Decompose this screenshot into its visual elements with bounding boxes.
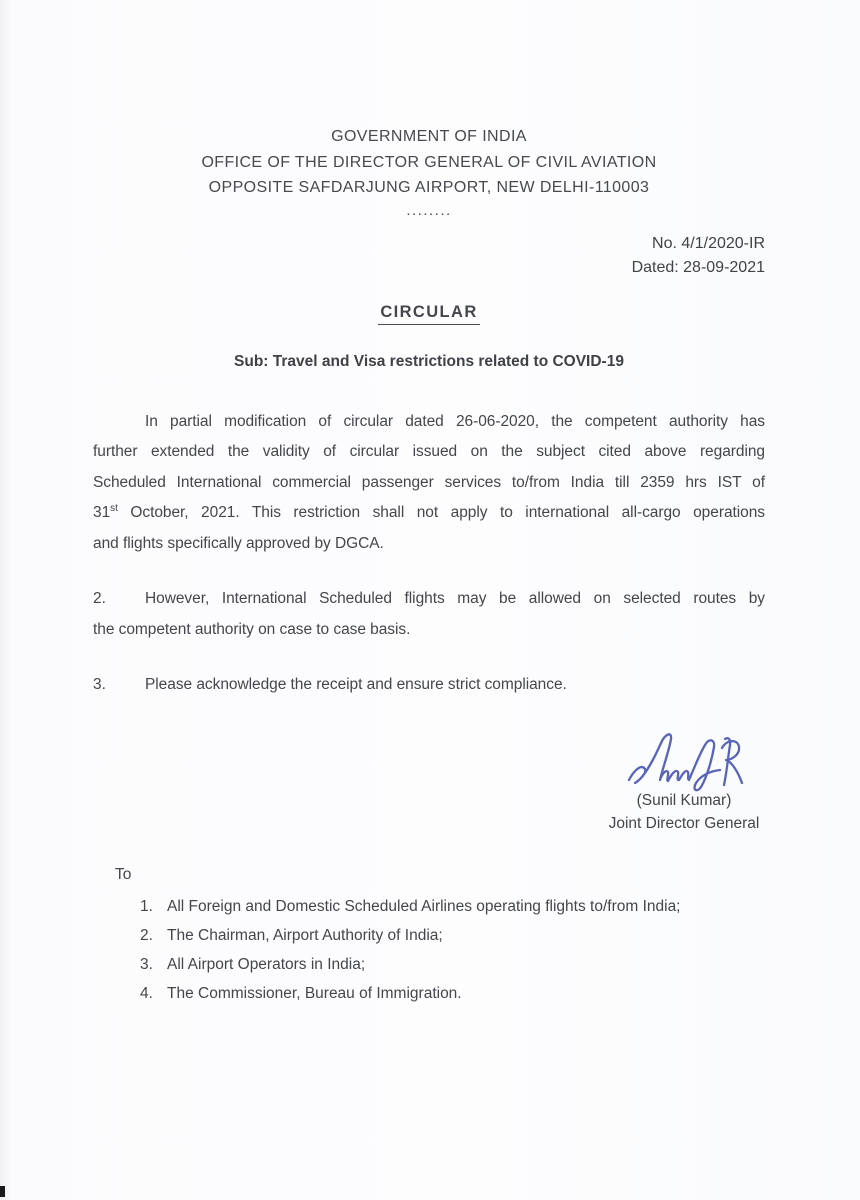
list-item-number: 3. bbox=[140, 956, 153, 974]
paragraph-1-line-2: further extended the validity of circular issued on the subject cited above regarding bbox=[93, 443, 765, 460]
list-item bbox=[93, 892, 765, 921]
paragraph-3-line-1 bbox=[93, 670, 765, 701]
list-item bbox=[93, 979, 765, 1008]
paragraph-1-line-3: Scheduled International commercial passenger services to/from India till 2359 hrs IST of bbox=[93, 473, 765, 491]
list-item bbox=[93, 950, 765, 979]
paragraph-1 bbox=[93, 407, 765, 560]
list-item bbox=[93, 921, 765, 950]
paragraph-2-line-2: the competent authority on case to case basis. bbox=[93, 620, 411, 638]
title-row bbox=[93, 303, 765, 325]
paragraph-3 bbox=[93, 670, 765, 701]
reference-number: No. 4/1/2020-IR bbox=[652, 234, 765, 252]
list-item-number: 2. bbox=[140, 926, 153, 944]
signatory-designation: Joint Director General bbox=[608, 815, 760, 832]
paragraph-1-line-5: and flights specifically approved by DGCA. bbox=[93, 534, 384, 552]
list-item-text: The Commissioner, Bureau of Immigration. bbox=[167, 985, 462, 1003]
distribution-section bbox=[93, 862, 765, 1009]
distribution-label: To bbox=[115, 865, 132, 883]
date-day: 31 bbox=[93, 504, 111, 521]
subject-line: Sub: Travel and Visa restrictions related to COVID-19 bbox=[234, 352, 624, 370]
list-item-text: All Foreign and Domestic Scheduled Airlines operating flights to/from India; bbox=[167, 897, 681, 915]
date-ordinal-suffix: st bbox=[110, 502, 118, 514]
circular-title: CIRCULAR bbox=[378, 303, 479, 325]
office-address: OPPOSITE SAFDARJUNG AIRPORT, NEW DELHI-110003 bbox=[208, 179, 650, 196]
list-item-text: The Chairman, Airport Authority of India; bbox=[167, 926, 443, 944]
paragraph-1-line-4 bbox=[93, 498, 765, 529]
separator-dots: ........ bbox=[406, 201, 452, 219]
paragraph-1-line-1: In partial modification of circular dated 26-06-2020, the competent authority has bbox=[145, 412, 765, 430]
list-item-text: All Airport Operators in India; bbox=[167, 956, 366, 974]
paragraph-2-number: 2. bbox=[93, 590, 106, 607]
reference-block bbox=[93, 232, 765, 281]
letterhead bbox=[93, 0, 765, 220]
paragraph-2 bbox=[93, 584, 765, 645]
paragraph-2-line-1 bbox=[93, 584, 765, 615]
signatory-name: (Sunil Kumar) bbox=[636, 791, 732, 809]
signature-block bbox=[603, 727, 765, 836]
office-name: OFFICE OF THE DIRECTOR GENERAL OF CIVIL AVIATION bbox=[201, 153, 657, 171]
org-name: GOVERNMENT OF INDIA bbox=[331, 128, 527, 145]
list-item-number: 1. bbox=[140, 897, 153, 915]
paragraph-3-text: Please acknowledge the receipt and ensure strict compliance. bbox=[145, 676, 567, 693]
signature-row bbox=[93, 727, 765, 836]
scan-corner-artifact bbox=[0, 1186, 5, 1197]
list-item-number: 4. bbox=[140, 985, 153, 1003]
paragraph-3-number: 3. bbox=[93, 676, 106, 693]
reference-date: Dated: 28-09-2021 bbox=[631, 259, 765, 276]
distribution-list bbox=[93, 892, 765, 1009]
paragraph-2-text: However, International Scheduled flights may be allowed on selected routes by bbox=[145, 590, 765, 607]
paragraph-1-line-4-rest: October, 2021. This restriction shall not apply to international all-cargo operations bbox=[117, 504, 765, 521]
